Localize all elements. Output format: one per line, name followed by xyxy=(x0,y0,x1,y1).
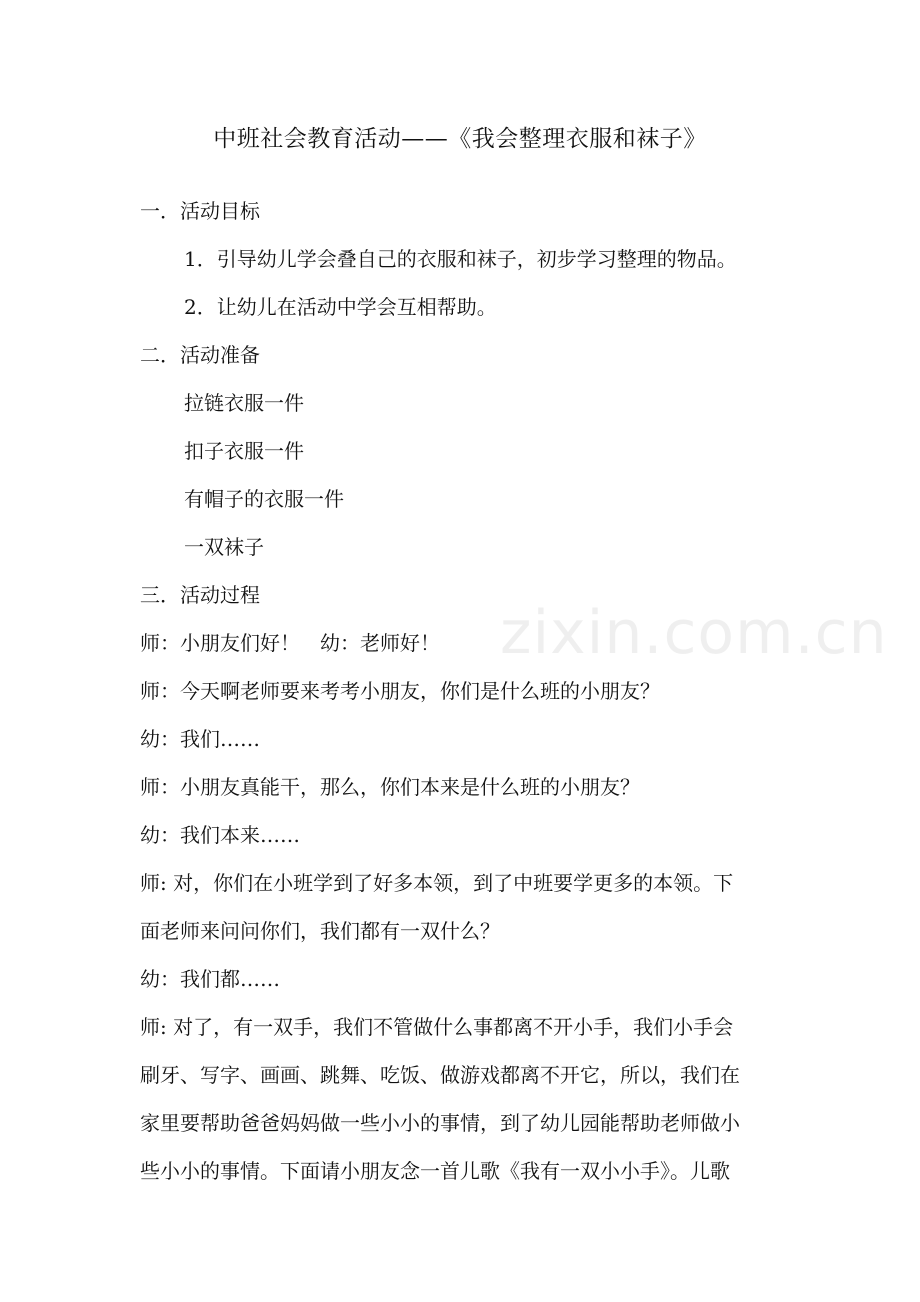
dialogue-line: 家里要帮助爸爸妈妈做一些小小的事情，到了幼儿园能帮助老师做小 xyxy=(140,1111,740,1135)
watermark: zixin.com.cn xyxy=(500,598,888,668)
dialogue-line: 师：小朋友们好！ 幼：老师好！ xyxy=(140,631,440,655)
dialogue-line: 师: 对了，有一双手，我们不管做什么事都离不开小手，我们小手会 xyxy=(140,1015,734,1039)
dialogue-line: 幼：我们…… xyxy=(140,727,260,751)
section-heading-goals: 一．活动目标 xyxy=(140,199,260,223)
dialogue-line: 幼：我们都…… xyxy=(140,967,280,991)
goal-item-1: 1．引导幼儿学会叠自己的衣服和袜子，初步学习整理的物品。 xyxy=(184,247,737,271)
dialogue-line: 师: 对，你们在小班学到了好多本领，到了中班要学更多的本领。下 xyxy=(140,871,734,895)
dialogue-line: 幼：我们本来…… xyxy=(140,823,300,847)
section-heading-process: 三．活动过程 xyxy=(140,583,260,607)
material-item: 一双袜子 xyxy=(184,535,264,559)
dialogue-line: 师：小朋友真能干，那么，你们本来是什么班的小朋友？ xyxy=(140,775,640,799)
material-item: 拉链衣服一件 xyxy=(184,391,304,415)
document-title: 中班社会教育活动——《我会整理衣服和袜子》 xyxy=(213,126,707,152)
dialogue-line: 师：今天啊老师要来考考小朋友，你们是什么班的小朋友？ xyxy=(140,679,660,703)
material-item: 有帽子的衣服一件 xyxy=(184,487,344,511)
dialogue-line: 面老师来问问你们，我们都有一双什么？ xyxy=(140,919,500,943)
goal-item-2: 2．让幼儿在活动中学会互相帮助。 xyxy=(184,295,497,319)
section-heading-preparation: 二．活动准备 xyxy=(140,343,260,367)
dialogue-line: 刷牙、写字、画画、跳舞、吃饭、做游戏都离不开它，所以，我们在 xyxy=(140,1063,740,1087)
material-item: 扣子衣服一件 xyxy=(184,439,304,463)
dialogue-line: 些小小的事情。下面请小朋友念一首儿歌《我有一双小小手》。儿歌 xyxy=(140,1159,730,1183)
